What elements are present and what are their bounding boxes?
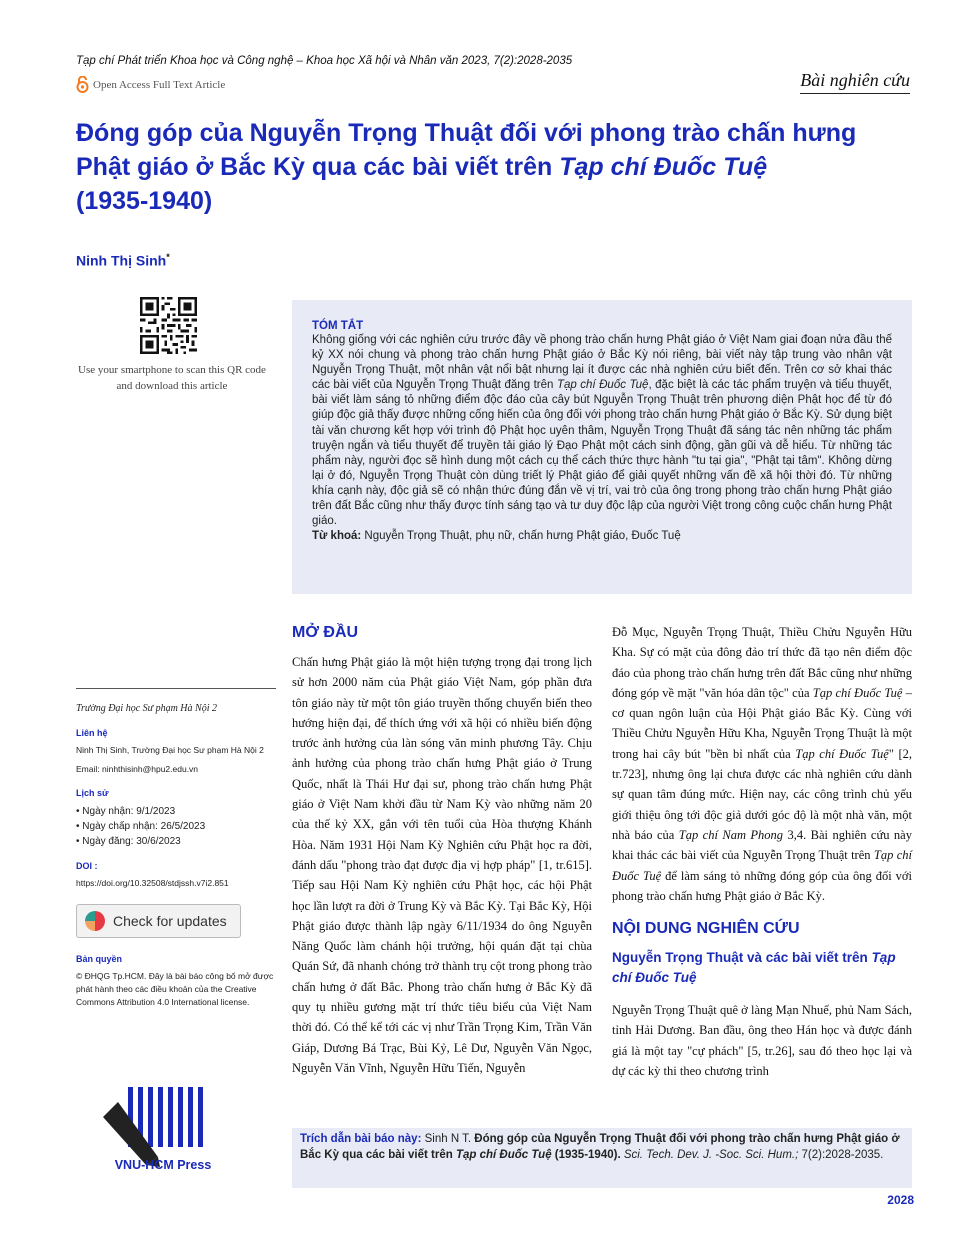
abstract-text [312,333,892,529]
history-heading: Lịch sử [76,788,109,798]
abstract-panel [292,300,912,594]
date-published: • Ngày đăng: 30/6/2023 [76,834,276,849]
col2-text-b: – cơ quan ngôn luận của Hội Phật giáo Bắc Kỳ. Cùng với Thiều Chửu Nguyễn Hữu Kha, Nguyễn Trọng Thuật là một trong hai cây bút "bền bỉ nhất của [612,685,913,761]
check-updates-icon [85,911,105,931]
research-paragraph: Nguyễn Trọng Thuật quê ở làng Mạn Nhuế, phủ Nam Sách, tỉnh Hải Dương. Ban đầu, ông theo Hán học và được đánh giá là một tay "cự phách" [5, tr.26], sau đó theo học lại và dự các kỳ thi theo chương trình [612,1003,912,1079]
history-dates [76,804,276,849]
col2-journal-b: Tạp chí Đuốc Tuệ [795,746,889,761]
affiliation: Trường Đại học Sư phạm Hà Nội 2 [76,703,217,714]
open-access-icon [76,76,89,93]
body-column-left [292,622,592,1078]
open-access-line [76,76,225,93]
title-line-2 [76,150,916,184]
doi-heading: DOI : [76,861,98,871]
date-received: • Ngày nhận: 9/1/2023 [76,804,276,819]
title-line-1: Đóng góp của Nguyễn Trọng Thuật đối với phong trào chấn hưng [76,119,857,147]
sidebar-divider [76,688,276,689]
keywords-list: Nguyễn Trọng Thuật, phụ nữ, chấn hưng Phật giáo, Đuốc Tuệ [361,530,681,543]
abstract-journal-name: Tạp chí Đuốc Tuệ [556,379,649,392]
citation-label: Trích dẫn bài báo này: [300,1133,422,1145]
contact-heading: Liên hệ [76,728,108,738]
title-line-3: (1935-1940) [76,187,213,215]
check-updates-label: Check for updates [113,913,227,929]
open-access-label: Open Access Full Text Article [93,78,226,91]
article-title [76,116,916,218]
publisher-name: VNU-HCM Press [114,1158,212,1172]
check-for-updates-button[interactable] [76,904,241,938]
subheading-journal: Tạp chí Đuốc Tuệ [612,950,896,986]
col2-text-d: 3,4. Bài nghiên cứu này khai thác các bài viết của Nguyễn Trọng Thuật trên [612,827,912,863]
author-name[interactable] [76,252,170,269]
research-subheading [612,948,912,988]
citation-author: Sinh N T. [421,1133,475,1145]
col2-journal-c: Tạp chí Nam Phong [678,827,784,842]
copyright-heading: Bản quyền [76,954,123,964]
col2-journal-a: Tạp chí Đuốc Tuệ [812,685,903,700]
citation-title-text: Đóng góp của Nguyễn Trọng Thuật đối với phong trào chấn hưng Phật giáo ở Bắc Kỳ qua các bài viết trên [300,1133,900,1161]
qr-code[interactable] [140,297,197,354]
keywords-label: Từ khoá: [312,530,362,543]
date-accepted: • Ngày chấp nhận: 26/5/2023 [76,819,276,834]
copyright-text: © ĐHQG Tp.HCM. Đây là bài báo công bố mở được phát hành theo các điều khoản của the Creative Commons Attribution 4.0 International license. [76,971,274,1007]
author-mark: * [166,252,170,262]
col2-journal-d: Tạp chí Đuốc Tuệ [612,848,912,883]
research-heading: NỘI DUNG NGHIÊN CỨU [612,920,800,938]
abstract-heading: TÓM TẮT [312,320,364,332]
citation-volume: 7(2):2028-2035. [798,1148,884,1161]
article-type: Bài nghiên cứu [800,70,910,94]
article-info-sidebar [76,688,276,1015]
col2-text-a: Đỗ Mục, Nguyễn Trọng Thuật, Thiều Chửu Nguyễn Hữu Kha. Sự có mặt của đông đảo trí thức đã tạo nên điểm độc đáo của phong trào chấn hưng trên đất Bắc cũng như những đóng góp về mặt "văn hóa dân tộc" của [612,625,912,700]
abstract-text-part-1: Không giống với các nghiên cứu trước đây về phong trào chấn hưng Phật giáo ở Việt Nam giai đoạn nửa đầu thế kỷ XX nói chung và phong trào chấn hưng Phật giáo ở Bắc Kỳ nói riêng, bài viết này tập trung vào nhân vật Nguyễn Trọng Thuật, một nhân vật nổi bật nhưng lại ít được các nhà nghiên cứu biết đến. Trên cơ sở khai thác các bài viết của Nguyễn Trọng Thuật đăng trên [312,334,892,392]
intro-paragraph-continued [612,622,912,906]
citation-title-journal: Tạp chí Đuốc Tuệ [455,1148,552,1161]
intro-paragraph: Chấn hưng Phật giáo là một hiện tượng trọng đại trong lịch sử hơn 2000 năm của Phật giáo Việt Nam, góp phần đưa tôn giáo này từ một tôn giáo truyền thống chuyển biến theo hướng hiện đại, để thích ứng với xã hội có nhiều biến động trước ảnh hưởng của làn sóng văn minh phương Tây. Chịu ảnh hưởng của phong trào chấn hưng Phật giáo ở Trung Quốc, nhất là Thái Hư đại sư, phong trào chấn hưng Phật giáo ở Việt Nam khởi đầu từ Nam Kỳ vào những năm 20 của thế kỷ XX, gắn với tên tuổi của Hòa thượng Khánh Hòa. Năm 1931 Hội Nam Kỳ Nghiên cứu Phật học ra đời, đánh dấu "phong trào đạt được địa vị hợp pháp" [1, tr.615]. Tiếp sau Hội Nam Kỳ nghiên cứu Phật học, các hội Phật học lần lượt ra đời ở Trung Kỳ và Bắc Kỳ. Tại Bắc Kỳ, Hội Phật giáo được thành lập ngày 6/11/1934 do ông Nguyễn Năng Quốc làm chánh hội trưởng, hội quán đặt tại chùa Quán Sứ, đã nhanh chóng trở thành trụ cột trong phong trào chấn hưng ở đất Bắc. Phong trào chấn hưng ở Bắc Kỳ đã quy tụ nhiều gương mặt trí thức tiêu biểu của Việt Nam thời đó. Có thể kể tới các vị như Trần Trọng Kim, Trần Văn Giáp, Dương Bá Trạc, Bùi Kỷ, Lê Dư, Nguyễn Văn Ngọc, Nguyễn Văn Vĩnh, Nguyễn Hữu Tiến, Nguyễn [292,655,592,1075]
abstract-text-part-2: , đặc biệt là các tác phẩm truyện và tiểu thuyết, bài viết làm sáng tỏ những điểm độc đáo của cây bút Nguyễn Trọng Thuật trên phương diện Phật học để từ đó giúp độc giả thấy được những cống hiến của ông đối với phong trào chấn hưng Phật giáo ở Bắc Kỳ. Sử dụng biệt tài văn chương kết hợp với trình độ Phật học uyên thâm, Nguyễn Trọng Thuật đã sáng tác nên những tác phẩm truyện ngắn và tiểu thuyết để truyền tải giáo lý Đạo Phật một cách sinh động, gần gũi và dễ hiểu. Từ những tác phẩm này, người đọc sẽ hình dung một cách cụ thể cách thức thực hành "tu tại gia", "Phật tại tâm". Không dừng lại ở đó, Nguyễn Trọng Thuật còn dùng triết lý Phật giáo để giải quyết những vấn đề xã hội thời đó. Từ những khía cạnh này, độc giả sẽ có nhận thức đúng đắn về vị trí, vai trò của ông trong phong trào chấn hưng Phật giáo trên đất Bắc cũng như thấy được tính sáng tạo và tư duy độc lập của người Việt trong công cuộc chấn hưng Phật giáo. [312,379,892,528]
body-column-right [612,622,912,1081]
keywords [312,529,892,544]
citation-journal: Sci. Tech. Dev. J. -Soc. Sci. Hum.; [620,1148,799,1161]
intro-heading: MỞ ĐẦU [292,624,359,641]
col2-text-c: " [2, tr.723], nhưng ông lại chưa được các nhà nghiên cứu dành sự quan tâm đúng mức. Hiện nay, các công trình chủ yếu giới thiệu ông tới độc giả dưới góc độ là một nhà văn, một nhà báo của [612,746,913,842]
col2-text-e: để làm sáng tỏ những đóng góp của ông đối với phong trào chấn hưng Phật giáo ở Bắc Kỳ. [612,868,913,903]
journal-citation-line: Tạp chí Phát triển Khoa học và Công nghệ – Khoa học Xã hội và Nhân văn 2023, 7(2):2028-2035 [76,55,573,67]
title-journal-name: Tạp chí Đuốc Tuệ [559,153,768,181]
page-number: 2028 [887,1193,914,1207]
doi-link[interactable]: https://doi.org/10.32508/stdjssh.v7i2.851 [76,878,229,888]
title-line-2-text: Phật giáo ở Bắc Kỳ qua các bài viết trên [76,153,560,181]
contact-name: Ninh Thị Sinh, Trường Đại học Sư phạm Hà Nội 2 [76,745,264,755]
contact-email[interactable]: Email: ninhthisinh@hpu2.edu.vn [76,764,199,774]
qr-caption: Use your smartphone to scan this QR code and download this article [78,364,266,392]
subheading-text: Nguyễn Trọng Thuật và các bài viết trên [612,950,872,966]
author-name-text: Ninh Thị Sinh [76,252,167,269]
citation-box [292,1128,912,1188]
citation-title-years: (1935-1940). [551,1148,621,1161]
